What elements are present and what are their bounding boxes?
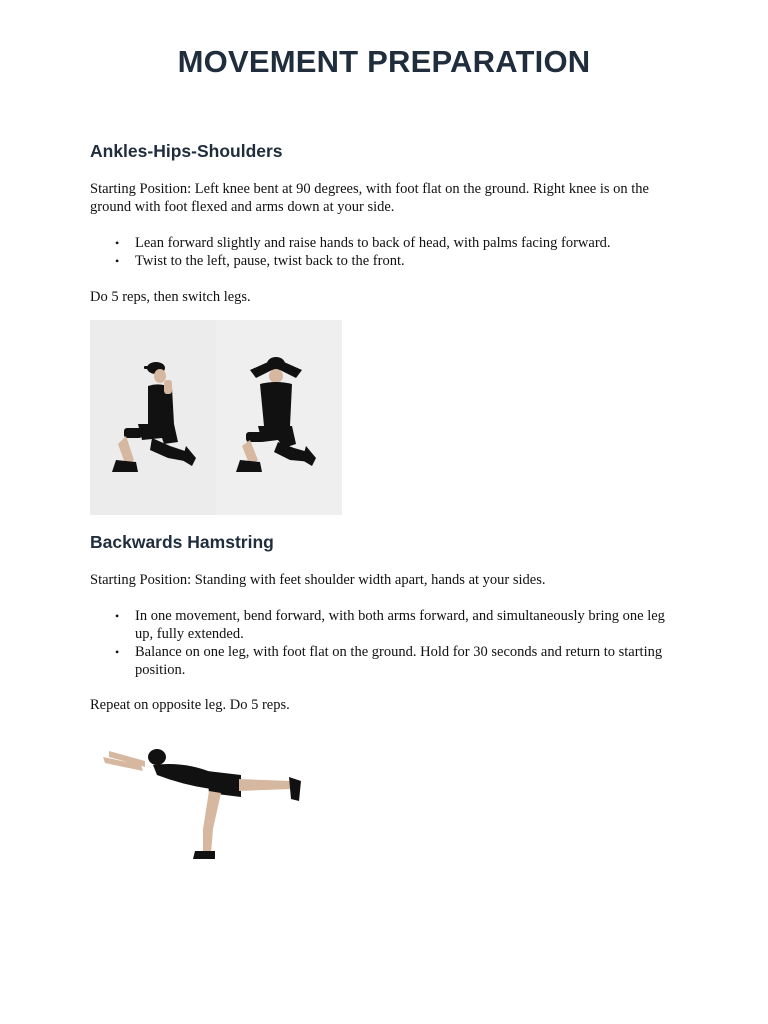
exercise-photo-single-leg-balance <box>95 735 310 865</box>
list-item: • In one movement, bend forward, with both arms forward, and simultaneously bring one leg up, fully extended. <box>115 608 665 642</box>
starting-position-text: Starting Position: Left knee bent at 90 degrees, with foot flat on the ground. Right knee is on the ground with foot flexed and arms down at your side. <box>90 181 649 215</box>
section-heading-ankles-hips-shoulders: Ankles-Hips-Shoulders <box>90 141 283 161</box>
figure-single-leg-balance <box>103 749 301 859</box>
reps-text: Repeat on opposite leg. Do 5 reps. <box>90 697 290 713</box>
exercise-photo-kneeling-twist <box>90 320 342 515</box>
instruction-list <box>90 607 680 679</box>
list-item: • Balance on one leg, with foot flat on the ground. Hold for 30 seconds and return to starting position. <box>115 644 663 678</box>
reps-text: Do 5 reps, then switch legs. <box>90 289 251 305</box>
kneeling-figures-illustration <box>90 320 342 515</box>
instruction-list <box>90 234 680 270</box>
starting-position-text: Starting Position: Standing with feet shoulder width apart, hands at your sides. <box>90 572 546 588</box>
page-title: MOVEMENT PREPARATION <box>177 44 591 79</box>
list-item: • Lean forward slightly and raise hands to back of head, with palms facing forward. <box>115 235 611 251</box>
list-item: • Twist to the left, pause, twist back to the front. <box>115 253 405 269</box>
balance-figure-illustration <box>95 735 310 865</box>
section-heading-backwards-hamstring: Backwards Hamstring <box>90 532 274 552</box>
